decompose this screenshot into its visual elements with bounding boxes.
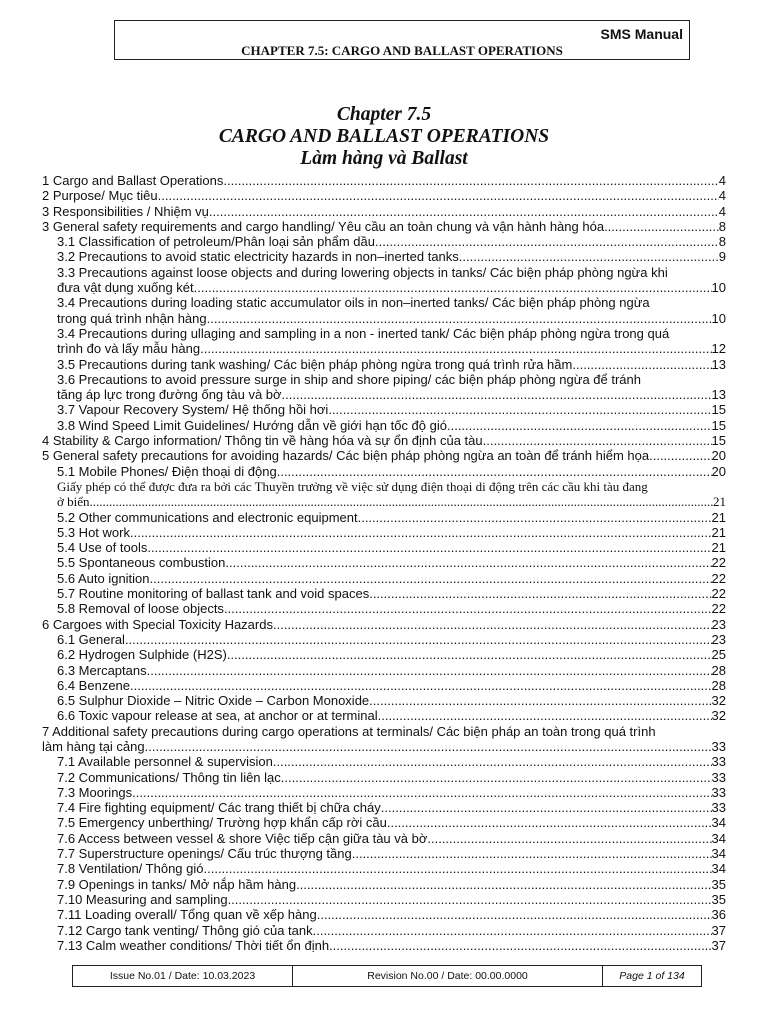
toc-entry[interactable] bbox=[42, 846, 726, 861]
toc-entry-title: 6 Cargoes with Special Toxicity Hazards bbox=[42, 616, 273, 632]
toc-entry-title-line2: ở biển bbox=[57, 494, 90, 510]
toc-dot-leader bbox=[604, 219, 719, 234]
toc-entry-title-line1: 3.4 Precautions during ullaging and sampling in a non - inerted tank/ Các biện pháp phòng ngừa trong quá bbox=[57, 325, 670, 341]
toc-entry[interactable] bbox=[42, 708, 726, 723]
toc-dot-leader bbox=[313, 923, 712, 938]
toc-entry[interactable] bbox=[42, 433, 726, 448]
toc-entry-title: 3 Responsibilities / Nhiệm vụ bbox=[42, 203, 209, 219]
toc-dot-leader bbox=[130, 678, 712, 693]
toc-dot-leader bbox=[649, 448, 711, 463]
toc-page-number: 21 bbox=[711, 540, 726, 556]
toc-entry-title: 7.11 Loading overall/ Tổng quan về xếp hàng bbox=[57, 907, 317, 923]
toc-page-number: 33 bbox=[711, 769, 726, 785]
toc-page-number: 15 bbox=[711, 433, 726, 449]
toc-page-number: 21 bbox=[711, 524, 726, 540]
toc-dot-leader bbox=[150, 571, 712, 586]
toc-entry[interactable] bbox=[42, 586, 726, 601]
toc-dot-leader bbox=[227, 647, 712, 662]
toc-page-number: 35 bbox=[711, 876, 726, 892]
toc-entry[interactable] bbox=[42, 923, 726, 938]
document-title bbox=[0, 104, 768, 170]
toc-entry[interactable] bbox=[42, 754, 726, 769]
toc-entry-title: 6.4 Benzene bbox=[57, 677, 131, 693]
title-chapter-name: CARGO AND BALLAST OPERATIONS bbox=[218, 126, 550, 147]
toc-page-number: 32 bbox=[711, 693, 726, 709]
revision-info: Revision No.00 / Date: 00.00.0000 bbox=[293, 966, 603, 986]
toc-entry-title: 7.6 Access between vessel & shore Việc tiếp cận giữa tàu và bờ bbox=[57, 830, 428, 846]
toc-dot-leader bbox=[483, 433, 712, 448]
toc-entry[interactable] bbox=[42, 173, 726, 188]
toc-dot-leader bbox=[352, 846, 712, 861]
toc-entry[interactable] bbox=[42, 571, 726, 586]
toc-entry[interactable] bbox=[42, 724, 726, 755]
toc-entry-title-line1: 3.3 Precautions against loose objects and during lowering objects in tanks/ Các biện pháp phòng ngừa khi bbox=[57, 264, 668, 280]
toc-entry-title: 5.6 Auto ignition bbox=[57, 570, 150, 586]
toc-entry[interactable] bbox=[42, 464, 726, 479]
toc-entry[interactable] bbox=[42, 617, 726, 632]
toc-entry[interactable] bbox=[42, 907, 726, 922]
toc-dot-leader bbox=[158, 188, 719, 203]
toc-dot-leader bbox=[125, 632, 712, 647]
toc-page-number: 22 bbox=[711, 570, 726, 586]
toc-dot-leader bbox=[147, 663, 712, 678]
toc-dot-leader bbox=[228, 892, 712, 907]
toc-page-number: 10 bbox=[711, 310, 726, 326]
toc-entry-title: 2 Purpose/ Mục tiêu bbox=[42, 188, 158, 204]
toc-page-number: 35 bbox=[711, 891, 726, 907]
toc-entry-title-line2: tăng áp lực trong đường ống tàu và bờ bbox=[57, 387, 282, 403]
toc-dot-leader bbox=[447, 418, 712, 433]
toc-dot-leader bbox=[194, 280, 712, 295]
toc-page-number: 8 bbox=[718, 234, 726, 250]
toc-entry[interactable] bbox=[42, 555, 726, 570]
toc-page-number: 4 bbox=[718, 188, 726, 204]
toc-entry[interactable] bbox=[42, 663, 726, 678]
toc-entry[interactable] bbox=[42, 601, 726, 616]
toc-entry[interactable] bbox=[42, 678, 726, 693]
title-chapter-number: Chapter 7.5 bbox=[336, 104, 432, 125]
table-of-contents bbox=[42, 173, 726, 953]
issue-info: Issue No.01 / Date: 10.03.2023 bbox=[73, 966, 293, 986]
toc-entry[interactable] bbox=[42, 188, 726, 203]
toc-dot-leader bbox=[459, 249, 719, 264]
toc-entry-title: 6.1 General bbox=[57, 631, 125, 647]
toc-entry[interactable] bbox=[42, 861, 726, 876]
manual-name: SMS Manual bbox=[600, 26, 683, 42]
toc-dot-leader bbox=[224, 601, 712, 616]
toc-page-number: 34 bbox=[711, 846, 726, 862]
toc-page-number: 9 bbox=[718, 249, 726, 265]
toc-dot-leader bbox=[273, 617, 712, 632]
toc-dot-leader bbox=[282, 387, 712, 402]
toc-entry-title: 3 General safety requirements and cargo handling/ Yêu cầu an toàn chung và vận hành hàng hóa bbox=[42, 218, 605, 234]
toc-entry[interactable] bbox=[42, 265, 726, 296]
toc-entry[interactable] bbox=[42, 525, 726, 540]
toc-entry-title: 6.3 Mercaptans bbox=[57, 662, 147, 678]
toc-dot-leader bbox=[378, 708, 712, 723]
toc-page-number: 12 bbox=[711, 341, 726, 357]
toc-dot-leader bbox=[225, 555, 711, 570]
toc-dot-leader bbox=[90, 494, 713, 509]
toc-entry[interactable] bbox=[42, 479, 726, 510]
toc-entry-title: 3.2 Precautions to avoid static electricity hazards in non–inerted tanks bbox=[57, 249, 459, 265]
toc-entry-title: 4 Stability & Cargo information/ Thông tin về hàng hóa và sự ổn định của tàu bbox=[42, 433, 483, 449]
toc-dot-leader bbox=[296, 877, 711, 892]
toc-dot-leader bbox=[147, 540, 711, 555]
toc-page-number: 20 bbox=[711, 448, 726, 464]
toc-entry[interactable] bbox=[42, 219, 726, 234]
toc-page-number: 4 bbox=[718, 173, 726, 188]
toc-dot-leader bbox=[329, 938, 711, 953]
toc-page-number: 33 bbox=[711, 800, 726, 816]
toc-entry-title-line1: 7 Additional safety precautions during cargo operations at terminals/ Các biện pháp an toàn trong quá trình bbox=[42, 723, 656, 739]
toc-page-number: 28 bbox=[711, 677, 726, 693]
toc-dot-leader bbox=[281, 770, 712, 785]
page-header bbox=[114, 20, 690, 60]
toc-dot-leader bbox=[277, 464, 712, 479]
toc-entry-title-line2: làm hàng tại cảng bbox=[42, 738, 145, 754]
toc-entry-title: 7.2 Communications/ Thông tin liên lạc bbox=[57, 769, 281, 785]
toc-page-number: 20 bbox=[711, 463, 726, 479]
toc-page-number: 37 bbox=[711, 922, 726, 938]
toc-page-number: 22 bbox=[711, 586, 726, 602]
toc-entry-title: 5.8 Removal of loose objects bbox=[57, 601, 224, 617]
toc-entry-title: 7.10 Measuring and sampling bbox=[57, 891, 228, 907]
toc-entry-title-line1: Giấy phép có thể được đưa ra bởi các Thuyền trưởng về việc sử dụng điện thoại di động trên các cầu khi tàu đang bbox=[57, 478, 648, 494]
toc-entry[interactable] bbox=[42, 249, 726, 264]
toc-dot-leader bbox=[317, 907, 712, 922]
toc-entry[interactable] bbox=[42, 357, 726, 372]
toc-page-number: 23 bbox=[711, 616, 726, 632]
toc-entry[interactable] bbox=[42, 938, 726, 953]
toc-entry-title: 7.3 Moorings bbox=[57, 784, 133, 800]
toc-dot-leader bbox=[145, 739, 712, 754]
toc-entry-title: 3.1 Classification of petroleum/Phân loại sản phẩm dầu bbox=[57, 234, 375, 250]
toc-entry[interactable] bbox=[42, 785, 726, 800]
toc-entry[interactable] bbox=[42, 418, 726, 433]
toc-dot-leader bbox=[427, 831, 711, 846]
toc-entry-title: 3.8 Wind Speed Limit Guidelines/ Hướng dẫn về giới hạn tốc độ gió bbox=[57, 417, 447, 433]
toc-entry[interactable] bbox=[42, 204, 726, 219]
page-number: Page 1 of 134 bbox=[619, 970, 685, 982]
toc-entry[interactable] bbox=[42, 448, 726, 463]
toc-entry-title: 3.7 Vapour Recovery System/ Hệ thống hồi hơi bbox=[57, 402, 329, 418]
toc-entry-title: 5.1 Mobile Phones/ Điện thoại di động bbox=[57, 463, 277, 479]
toc-dot-leader bbox=[273, 754, 712, 769]
toc-page-number: 34 bbox=[711, 830, 726, 846]
toc-page-number: 21 bbox=[713, 494, 726, 510]
toc-dot-leader bbox=[375, 234, 719, 249]
toc-entry-title: 6.6 Toxic vapour release at sea, at anchor or at terminal bbox=[57, 708, 378, 724]
toc-page-number: 33 bbox=[711, 784, 726, 800]
toc-entry-title-line2: trong quá trình nhận hàng bbox=[57, 310, 207, 326]
toc-entry-title: 7.9 Openings in tanks/ Mở nắp hầm hàng bbox=[57, 876, 297, 892]
toc-page-number: 10 bbox=[711, 280, 726, 296]
page-footer bbox=[72, 965, 702, 987]
toc-entry[interactable] bbox=[42, 632, 726, 647]
toc-page-number: 21 bbox=[711, 509, 726, 525]
toc-entry[interactable] bbox=[42, 540, 726, 555]
toc-page-number: 28 bbox=[711, 662, 726, 678]
toc-entry[interactable] bbox=[42, 402, 726, 417]
toc-entry-title-line2: trình đo và lấy mẫu hàng bbox=[57, 341, 201, 357]
toc-dot-leader bbox=[387, 815, 712, 830]
toc-entry-title: 5 General safety precautions for avoiding hazards/ Các biện pháp phòng ngừa an toàn để tránh hiểm họa bbox=[42, 448, 650, 464]
toc-entry[interactable] bbox=[42, 295, 726, 326]
toc-entry[interactable] bbox=[42, 831, 726, 846]
toc-entry[interactable] bbox=[42, 693, 726, 708]
toc-page-number: 22 bbox=[711, 601, 726, 617]
toc-dot-leader bbox=[204, 861, 712, 876]
toc-page-number: 33 bbox=[711, 738, 726, 754]
toc-page-number: 33 bbox=[711, 754, 726, 770]
toc-page-number: 23 bbox=[711, 631, 726, 647]
toc-entry-title: 6.5 Sulphur Dioxide – Nitric Oxide – Carbon Monoxide bbox=[57, 693, 370, 709]
toc-page-number: 13 bbox=[711, 356, 726, 372]
toc-page-number: 36 bbox=[711, 907, 726, 923]
toc-page-number: 34 bbox=[711, 815, 726, 831]
toc-entry-title-line1: 3.4 Precautions during loading static accumulator oils in non–inerted tanks/ Các biện pháp phòng ngừa bbox=[57, 295, 650, 311]
toc-dot-leader bbox=[358, 510, 712, 525]
toc-entry[interactable] bbox=[42, 326, 726, 357]
toc-entry-title: 1 Cargo and Ballast Operations bbox=[42, 173, 224, 188]
toc-entry-title: 7.5 Emergency unberthing/ Trường hợp khẩn cấp rời cầu bbox=[57, 815, 387, 831]
toc-page-number: 37 bbox=[711, 937, 726, 953]
toc-dot-leader bbox=[130, 525, 712, 540]
toc-dot-leader bbox=[200, 341, 711, 356]
toc-entry[interactable] bbox=[42, 800, 726, 815]
toc-page-number: 22 bbox=[711, 555, 726, 571]
toc-page-number: 4 bbox=[718, 203, 726, 219]
toc-entry[interactable] bbox=[42, 770, 726, 785]
toc-page-number: 15 bbox=[711, 402, 726, 418]
toc-dot-leader bbox=[209, 204, 719, 219]
toc-page-number: 15 bbox=[711, 417, 726, 433]
toc-entry-title: 7.1 Available personnel & supervision bbox=[57, 754, 273, 770]
toc-entry[interactable] bbox=[42, 877, 726, 892]
toc-entry-title: 5.3 Hot work bbox=[57, 524, 130, 540]
toc-dot-leader bbox=[132, 785, 711, 800]
toc-dot-leader bbox=[328, 402, 711, 417]
toc-entry-title: 5.5 Spontaneous combustion bbox=[57, 555, 226, 571]
title-chapter-name-vietnamese: Làm hàng và Ballast bbox=[300, 148, 468, 169]
toc-entry[interactable] bbox=[42, 815, 726, 830]
header-chapter-title: CHAPTER 7.5: CARGO AND BALLAST OPERATIONS bbox=[241, 43, 563, 58]
toc-entry-title: 5.2 Other communications and electronic equipment bbox=[57, 509, 358, 525]
toc-entry-title-line2: đưa vật dụng xuống két bbox=[57, 280, 194, 296]
toc-entry-title: 6.2 Hydrogen Sulphide (H2S) bbox=[57, 647, 227, 663]
toc-entry-title: 5.7 Routine monitoring of ballast tank and void spaces bbox=[57, 586, 370, 602]
toc-entry-title: 5.4 Use of tools bbox=[57, 540, 148, 556]
toc-entry-title: 7.12 Cargo tank venting/ Thông gió của tank bbox=[57, 922, 313, 938]
toc-entry-title: 7.4 Fire fighting equipment/ Các trang thiết bị chữa cháy bbox=[57, 800, 381, 816]
toc-dot-leader bbox=[369, 586, 711, 601]
toc-dot-leader bbox=[572, 357, 711, 372]
toc-entry[interactable] bbox=[42, 892, 726, 907]
toc-entry[interactable] bbox=[42, 647, 726, 662]
toc-entry-title: 7.13 Calm weather conditions/ Thời tiết ổn định bbox=[57, 937, 330, 953]
toc-dot-leader bbox=[381, 800, 712, 815]
toc-entry-title: 3.5 Precautions during tank washing/ Các biện pháp phòng ngừa trong quá trình rửa hầm bbox=[57, 356, 573, 372]
toc-entry-title: 7.7 Superstructure openings/ Cấu trúc thượng tầng bbox=[57, 846, 352, 862]
toc-dot-leader bbox=[369, 693, 711, 708]
toc-page-number: 34 bbox=[711, 861, 726, 877]
toc-page-number: 32 bbox=[711, 708, 726, 724]
toc-dot-leader bbox=[223, 173, 718, 188]
toc-entry-title: 7.8 Ventilation/ Thông gió bbox=[57, 861, 204, 877]
toc-dot-leader bbox=[207, 311, 712, 326]
toc-page-number: 13 bbox=[711, 387, 726, 403]
toc-page-number: 25 bbox=[711, 647, 726, 663]
toc-entry-title-line1: 3.6 Precautions to avoid pressure surge in ship and shore piping/ các biện pháp phòng ngừa để tránh bbox=[57, 371, 641, 387]
toc-page-number: 8 bbox=[718, 218, 726, 234]
toc-entry[interactable] bbox=[42, 234, 726, 249]
toc-entry[interactable] bbox=[42, 510, 726, 525]
toc-entry[interactable] bbox=[42, 372, 726, 403]
